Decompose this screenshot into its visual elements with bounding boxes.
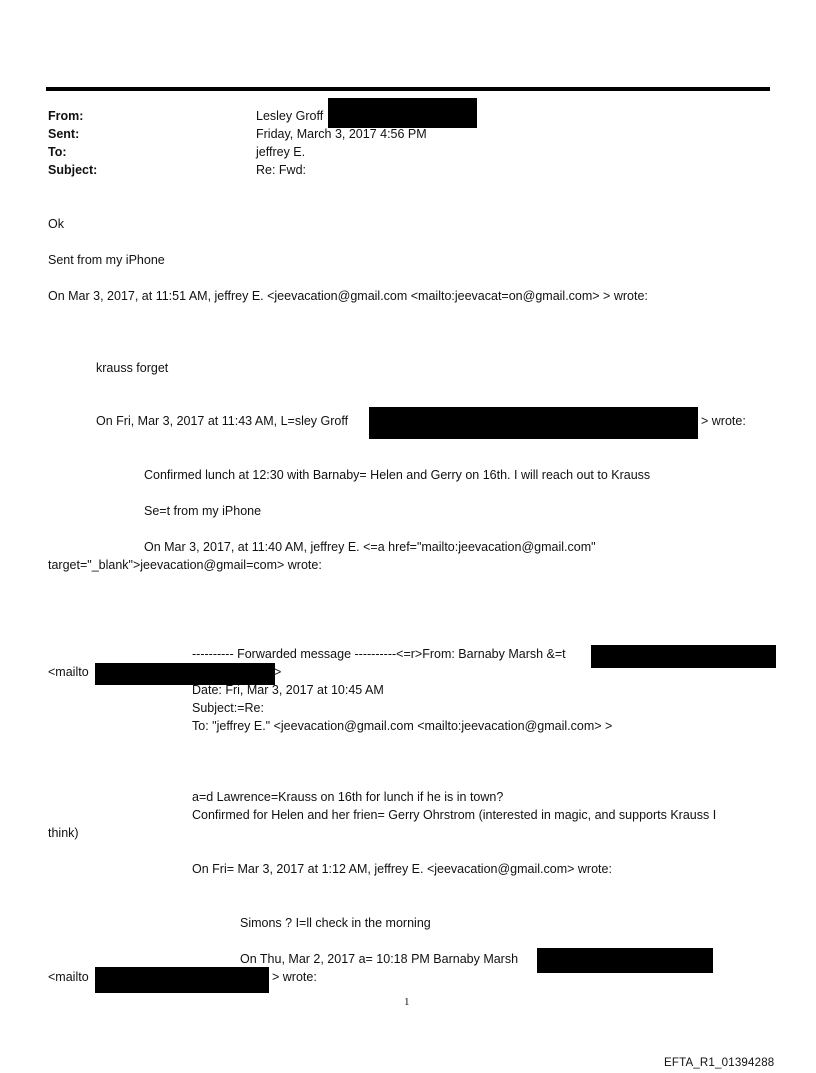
body-line: Confirmed lunch at 12:30 with Barnaby= Helen and Gerry on 16th. I will reach out to Krauss [144, 468, 651, 482]
body-line: > wrote: [272, 970, 317, 984]
body-line: Date: Fri, Mar 3, 2017 at 10:45 AM [192, 683, 384, 697]
body-line: Subject:=Re: [192, 701, 264, 715]
body-line: On Mar 3, 2017, at 11:40 AM, jeffrey E. <=a href="mailto:jeevacation@gmail.com" [144, 540, 596, 554]
to-label: To: [48, 145, 67, 159]
body-line: <mailto [48, 665, 89, 679]
body-line: <mailto [48, 970, 89, 984]
body-line: On Fri, Mar 3, 2017 at 11:43 AM, L=sley Groff [96, 414, 349, 428]
body-line: target="_blank">jeevacation@gmail=com> wrote: [48, 558, 322, 572]
to-value: jeffrey E. [256, 145, 306, 159]
body-line: Se=t from my iPhone [144, 504, 262, 518]
from-value: Lesley Groff [256, 109, 324, 123]
from-label: From: [48, 109, 84, 123]
redaction-box [591, 645, 776, 668]
sent-value: Friday, March 3, 2017 4:56 PM [256, 127, 427, 141]
body-line: Sent from my iPhone [48, 253, 165, 267]
redaction-box [95, 663, 275, 685]
body-line: Confirmed for Helen and her frien= Gerry Ohrstrom (interested in magic, and supports Krauss I [192, 808, 717, 822]
body-line: On Thu, Mar 2, 2017 a= 10:18 PM Barnaby Marsh [240, 952, 519, 966]
subject-value: Re: Fwd: [256, 163, 307, 177]
subject-label: Subject: [48, 163, 98, 177]
body-line: On Fri= Mar 3, 2017 at 1:12 AM, jeffrey E. <jeevacation@gmail.com> wrote: [192, 862, 612, 876]
body-line: krauss forget [96, 361, 169, 375]
document-id: EFTA_R1_01394288 [664, 1057, 775, 1069]
body-line: On Mar 3, 2017, at 11:51 AM, jeffrey E. <jeevacation@gmail.com <mailto:jeevacat=on@gmail.com> > wrote: [48, 289, 648, 303]
body-line: Ok [48, 217, 64, 231]
redaction-box [95, 967, 269, 993]
body-line: > [274, 665, 282, 679]
body-line: think) [48, 826, 79, 840]
redaction-box [537, 948, 713, 973]
header-rule [46, 87, 770, 91]
redaction-box [328, 98, 477, 128]
body-line: ---------- Forwarded message ----------<=r>From: Barnaby Marsh &=t [192, 647, 566, 661]
body-line: To: "jeffrey E." <jeevacation@gmail.com <mailto:jeevacation@gmail.com> > [192, 719, 613, 733]
body-line: > wrote: [701, 414, 746, 428]
body-line: Simons ? I=ll check in the morning [240, 916, 431, 930]
body-line: a=d Lawrence=Krauss on 16th for lunch if he is in town? [192, 790, 504, 804]
redaction-box [369, 407, 698, 439]
sent-label: Sent: [48, 127, 80, 141]
page-number: 1 [404, 996, 410, 1008]
